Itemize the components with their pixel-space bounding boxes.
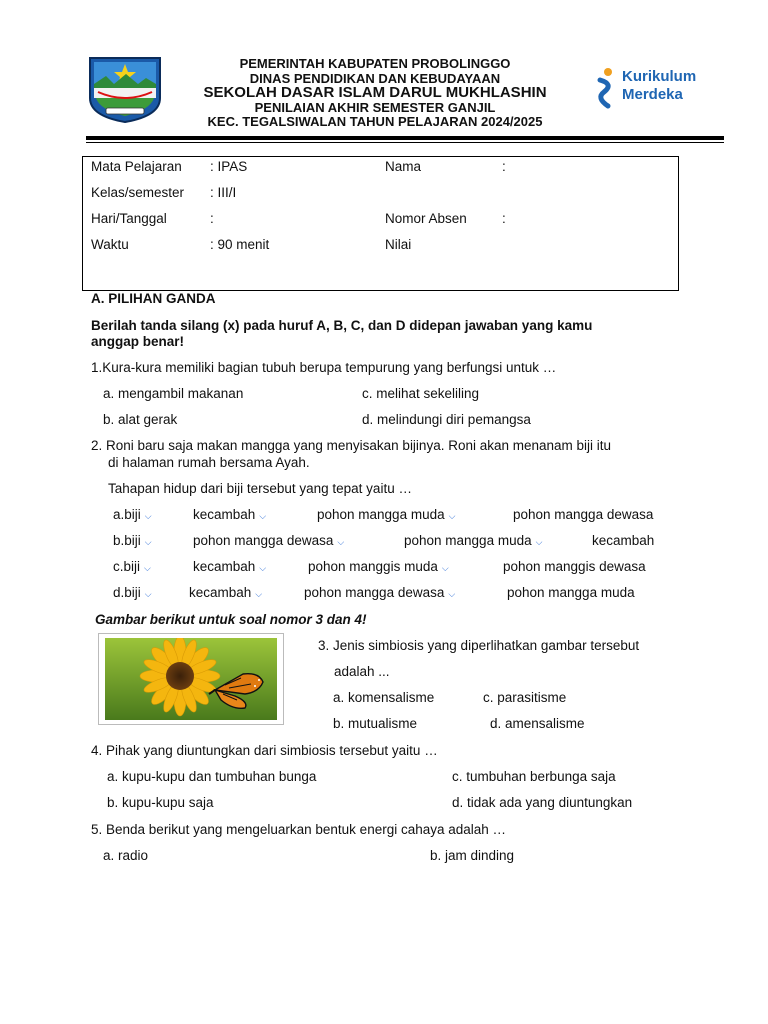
q4-option-c[interactable]: c. tumbuhan berbunga saja: [452, 769, 616, 784]
q2-option-a-step3: pohon mangga muda ⌵: [317, 507, 456, 522]
q1-option-d[interactable]: d. melindungi diri pemangsa: [362, 412, 531, 427]
arrow-icon: ⌵: [535, 537, 543, 547]
label-hari-tanggal: Hari/Tanggal: [91, 211, 167, 226]
q2-option-c-step3: pohon manggis muda ⌵: [308, 559, 449, 574]
q3-option-a[interactable]: a. komensalisme: [333, 690, 435, 705]
arrow-icon: ⌵: [144, 589, 152, 599]
arrow-icon: ⌵: [144, 537, 152, 547]
q3-option-b[interactable]: b. mutualisme: [333, 716, 418, 731]
value-kelas-semester: : III/I: [210, 185, 237, 200]
question-2-text-line2: di halaman rumah bersama Ayah.: [108, 455, 310, 470]
label-kelas-semester: Kelas/semester: [91, 185, 185, 200]
q1-option-b[interactable]: b. alat gerak: [103, 412, 178, 427]
q2-option-d-step1[interactable]: d.biji ⌵: [113, 585, 152, 600]
label-mata-pelajaran: Mata Pelajaran: [91, 159, 182, 174]
arrow-icon: ⌵: [259, 511, 267, 521]
instruction-line2: anggap benar!: [91, 334, 185, 349]
kurikulum-logo-word1: Kurikulum: [622, 68, 697, 85]
value-nama[interactable]: :: [502, 159, 506, 174]
q2-option-c-step2: kecambah ⌵: [193, 559, 267, 574]
q1-option-a[interactable]: a. mengambil makanan: [103, 386, 244, 401]
arrow-icon: ⌵: [255, 589, 263, 599]
q5-option-a[interactable]: a. radio: [103, 848, 149, 863]
q2-option-b-step1[interactable]: b.biji ⌵: [113, 533, 152, 548]
header-government: PEMERINTAH KABUPATEN PROBOLINGGO: [239, 56, 511, 71]
question-4-text: 4. Pihak yang diuntungkan dari simbiosis tersebut yaitu …: [91, 743, 438, 758]
q2-option-c-step1[interactable]: c.biji ⌵: [113, 559, 151, 574]
q1-option-c[interactable]: c. melihat sekeliling: [362, 386, 480, 401]
q2-option-b-step2: pohon mangga dewasa ⌵: [193, 533, 345, 548]
q2-option-b-step4: kecambah: [592, 533, 655, 548]
question-5-text: 5. Benda berikut yang mengeluarkan bentuk energi cahaya adalah …: [91, 822, 507, 837]
q3-option-d[interactable]: d. amensalisme: [490, 716, 585, 731]
question-2-text-line3: Tahapan hidup dari biji tersebut yang tepat yaitu …: [108, 481, 412, 496]
q5-option-b[interactable]: b. jam dinding: [430, 848, 515, 863]
photo-frame: [98, 633, 284, 725]
section-a-title: A. PILIHAN GANDA: [91, 291, 216, 306]
header-rule-thick: [86, 136, 724, 140]
arrow-icon: ⌵: [448, 511, 456, 521]
label-nilai: Nilai: [385, 237, 412, 252]
q2-option-d-step4: pohon mangga muda: [507, 585, 635, 600]
value-waktu: : 90 menit: [210, 237, 270, 252]
kurikulum-logo-word2: Merdeka: [622, 86, 683, 103]
q2-option-c-step4: pohon manggis dewasa: [503, 559, 646, 574]
question-1-text: 1.Kura-kura memiliki bagian tubuh berupa tempurung yang berfungsi untuk …: [91, 360, 557, 375]
question-3-text-line2: adalah ...: [334, 664, 390, 679]
arrow-icon: ⌵: [448, 589, 456, 599]
instruction-line1: Berilah tanda silang (x) pada huruf A, B, C, dan D didepan jawaban yang kamu: [91, 318, 593, 333]
q4-option-d[interactable]: d. tidak ada yang diuntungkan: [452, 795, 633, 810]
q2-option-a-step2: kecambah ⌵: [193, 507, 267, 522]
arrow-icon: ⌵: [144, 563, 151, 573]
arrow-icon: ⌵: [144, 511, 152, 521]
student-identity-box: [82, 156, 679, 291]
arrow-icon: ⌵: [441, 563, 449, 573]
header-department: DINAS PENDIDIKAN DAN KEBUDAYAAN: [249, 71, 501, 86]
value-nomor-absen[interactable]: :: [502, 211, 506, 226]
header-exam-title: PENILAIAN AKHIR SEMESTER GANJIL: [254, 100, 496, 115]
header-school-name: SEKOLAH DASAR ISLAM DARUL MUKHLASHIN: [203, 84, 547, 101]
q2-option-b-step3: pohon mangga muda ⌵: [404, 533, 543, 548]
arrow-icon: ⌵: [337, 537, 345, 547]
value-hari-tanggal[interactable]: :: [210, 211, 214, 226]
q2-option-d-step3: pohon mangga dewasa ⌵: [304, 585, 456, 600]
q3-option-c[interactable]: c. parasitisme: [483, 690, 567, 705]
label-nomor-absen: Nomor Absen: [385, 211, 467, 226]
header-district-year: KEC. TEGALSIWALAN TAHUN PELAJARAN 2024/2025: [207, 114, 543, 129]
q2-option-a-step4: pohon mangga dewasa: [513, 507, 654, 522]
q4-option-a[interactable]: a. kupu-kupu dan tumbuhan bunga: [107, 769, 317, 784]
header-rule-thin: [86, 142, 724, 143]
value-mata-pelajaran: : IPAS: [210, 159, 248, 174]
question-3-text-line1: 3. Jenis simbiosis yang diperlihatkan gambar tersebut: [318, 638, 640, 653]
kurikulum-merdeka-logo: [594, 64, 704, 114]
question-2-text-line1: 2. Roni baru saja makan mangga yang menyisakan bijinya. Roni akan menanam biji itu: [91, 438, 612, 453]
q2-option-d-step2: kecambah ⌵: [189, 585, 263, 600]
label-waktu: Waktu: [91, 237, 129, 252]
label-nama: Nama: [385, 159, 422, 174]
image-caption: Gambar berikut untuk soal nomor 3 dan 4!: [95, 612, 367, 627]
q4-option-b[interactable]: b. kupu-kupu saja: [107, 795, 214, 810]
q2-option-a-step1[interactable]: a.biji ⌵: [113, 507, 152, 522]
arrow-icon: ⌵: [259, 563, 267, 573]
sunflower-butterfly-image: [105, 638, 277, 720]
